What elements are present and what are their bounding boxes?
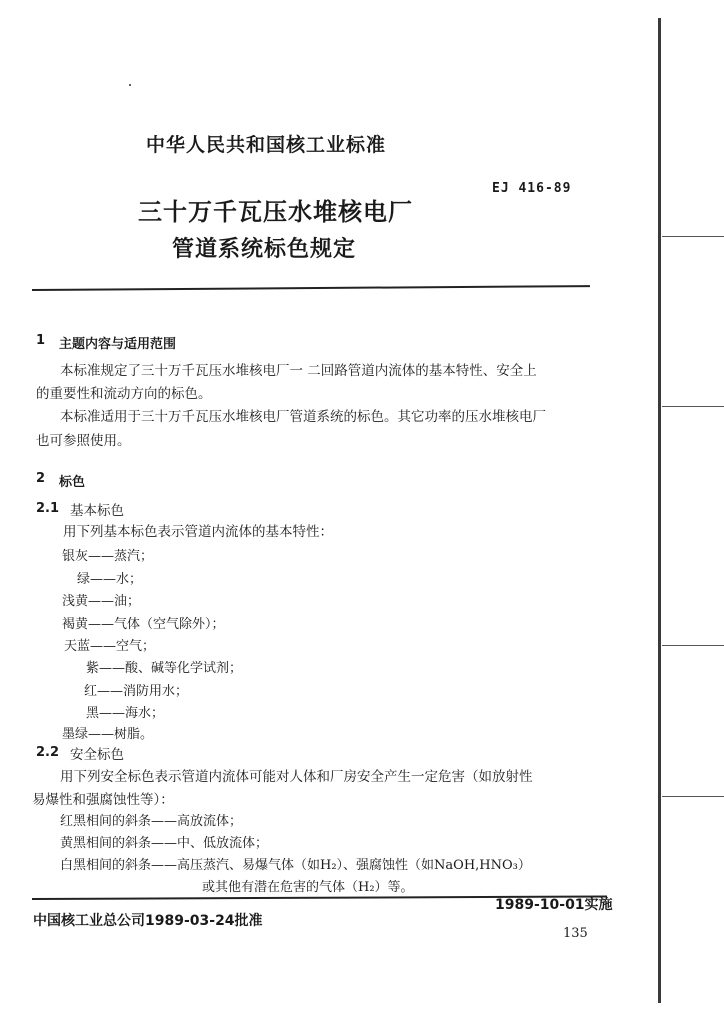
edge-mark (662, 406, 724, 407)
safety-color-item: 白黑相间的斜条——高压蒸汽、易爆气体（如H₂）、强腐蚀性（如NaOH,HNO₃） (60, 858, 531, 873)
standard-code: EJ 416-89 (492, 181, 572, 196)
safety-color-item-continuation: 或其他有潜在危害的气体（H₂）等。 (202, 880, 414, 895)
section1-heading: 主题内容与适用范围 (59, 337, 177, 352)
subsection-2-1-intro: 用下列基本标色表示管道内流体的基本特性： (63, 524, 333, 540)
header-rule (32, 285, 590, 291)
basic-color-item: 紫——酸、碱等化学试剂； (86, 661, 243, 676)
section2-number: 2 (36, 471, 46, 486)
basic-color-item: 浅黄——油； (62, 594, 141, 609)
basic-color-item: 红——消防用水； (84, 684, 189, 699)
subsection-2-2-heading: 安全标色 (70, 747, 124, 763)
document-title-line1: 三十万千瓦压水堆核电厂 (138, 198, 413, 226)
section1-paragraph1-line2: 的重要性和流动方向的标色。 (36, 386, 212, 402)
basic-color-item: 银灰——蒸汽； (62, 549, 154, 564)
binding-edge (658, 18, 661, 1003)
issuing-organization: 中华人民共和国核工业标准 (146, 134, 387, 156)
basic-color-item: 墨绿——树脂。 (62, 727, 154, 742)
scan-speck (129, 84, 131, 86)
safety-color-item: 黄黑相间的斜条——中、低放流体； (60, 836, 269, 851)
basic-color-item: 褐黄——气体（空气除外）； (62, 617, 225, 632)
safety-color-item: 红黑相间的斜条——高放流体； (60, 814, 243, 829)
subsection-2-1-number: 2.1 (36, 501, 60, 516)
section1-paragraph2-line2: 也可参照使用。 (36, 433, 131, 449)
subsection-2-1-heading: 基本标色 (70, 503, 124, 519)
effective-date: 1989-10-01实施 (495, 897, 613, 913)
basic-color-item: 绿——水； (77, 572, 143, 587)
section1-number: 1 (36, 333, 46, 348)
basic-color-item: 天蓝——空气； (64, 639, 156, 654)
edge-mark (662, 236, 724, 237)
edge-mark (662, 645, 724, 646)
section1-paragraph1-line1: 本标准规定了三十万千瓦压水堆核电厂一 二回路管道内流体的基本特性、安全上 (60, 363, 537, 379)
approval-date: 中国核工业总公司1989-03-24批准 (33, 913, 263, 929)
subsection-2-2-number: 2.2 (36, 745, 60, 760)
subsection-2-2-intro-line1: 用下列安全标色表示管道内流体可能对人体和厂房安全产生一定危害（如放射性 (60, 769, 533, 785)
document-title-line2: 管道系统标色规定 (172, 237, 357, 262)
section2-heading: 标色 (59, 475, 86, 490)
section1-paragraph2-line1: 本标准适用于三十万千瓦压水堆核电厂管道系统的标色。其它功率的压水堆核电厂 (60, 409, 546, 425)
basic-color-item: 黑——海水； (86, 706, 165, 721)
edge-mark (662, 796, 724, 797)
subsection-2-2-intro-line2: 易爆性和强腐蚀性等）： (32, 792, 174, 808)
page-number: 135 (563, 926, 588, 941)
